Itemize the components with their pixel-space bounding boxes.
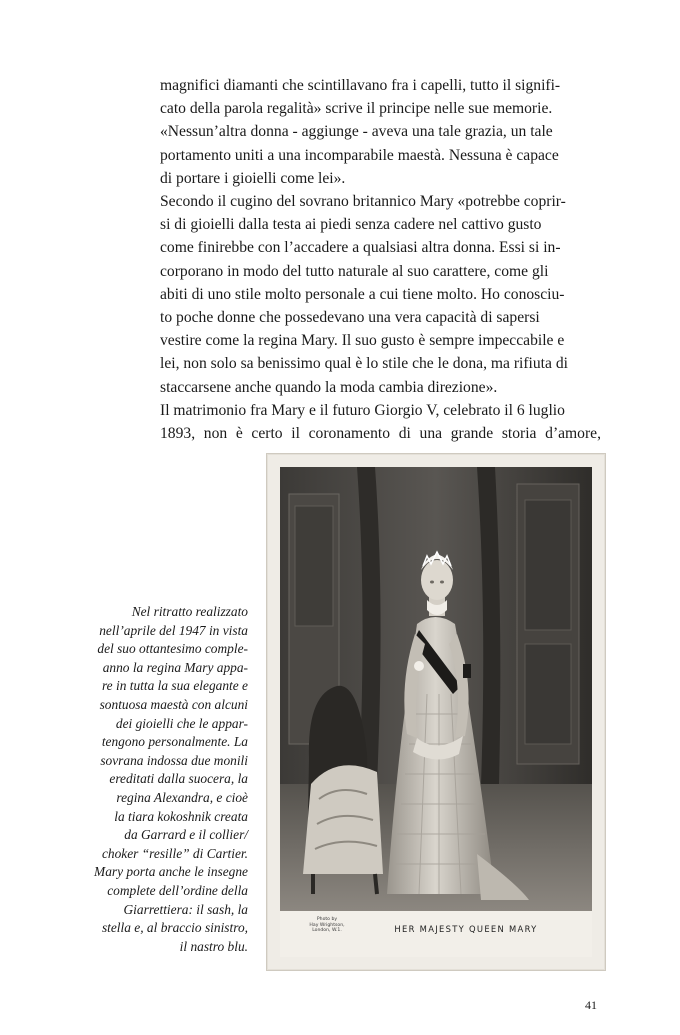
page-number: 41 [585,998,597,1012]
photo-title: HER MAJESTY QUEEN MARY [394,924,538,934]
caption-line: nell’aprile del 1947 in vista [99,622,248,638]
caption-line: stella e, al braccio sinistro, [101,920,248,936]
text-line: staccarsene anche quando la moda cambia direzione». [160,378,498,396]
caption-line: Nel ritratto realizzato [131,604,248,619]
text-line: Secondo il cugino del sovrano britannico Mary «potrebbe coprir- [160,193,566,211]
caption-line: il nastro blu. [179,938,248,954]
text-line: Il matrimonio fra Mary e il futuro Giorgio V, celebrato il 6 luglio [160,401,565,419]
caption-line: da Garrard e il collier/ [124,827,248,843]
caption-line: Mary porta anche le insegne [94,864,248,880]
text-line: vestire come la regina Mary. Il suo gusto è sempre impeccabile e [160,332,565,350]
text-line: magnifici diamanti che scintillavano fra i capelli, tutto il signifi- [160,77,561,94]
text-line: 1893, non è certo il coronamento di una grande storia d’amore, [160,425,601,443]
portrait-image [267,454,605,970]
text-line: di portare i gioielli come lei». [160,169,346,187]
text-line: come finirebbe con l’accadere a qualsiasi altra donna. Essi si in- [160,239,561,257]
caption-line: la tiara kokoshnik creata [114,808,248,824]
text-line: «Nessun’altra donna - aggiunge - aveva una tale grazia, un tale [160,123,553,141]
caption-line: del suo ottantesimo comple- [97,641,248,657]
text-line: portamento uniti a una incomparabile maestà. Nessuna è capace [160,146,559,164]
caption-line: dei gioielli che le appar- [115,715,248,731]
caption-line: ereditati dalla suocera, la [109,771,248,787]
caption-line: sovrana indossa due monili [100,752,248,768]
photo-caption [56,603,248,956]
photo-credit [307,917,347,934]
caption-line: re in tutta la sua elegante e [101,678,248,694]
photo-credit-line: Hay Wrightson, [309,922,345,928]
text-line: to poche donne che possedevano una vera capacità di sapersi [160,309,540,327]
text-line: si di gioielli dalla testa ai piedi senza cadere nel cattivo gusto [160,216,542,234]
caption-line: anno la regina Mary appa- [102,659,248,675]
caption-line: Giarrettiera: il sash, la [123,901,248,917]
text-line: lei, non solo sa benissimo qual è lo stile che le dona, ma rifiuta di [160,355,568,373]
caption-line: tengono personalmente. La [101,734,248,750]
caption-line: choker “resille” di Cartier. [101,845,248,861]
text-line: corporano in modo del tutto naturale al suo carattere, come gli [160,262,549,280]
photo-credit-line: Photo by [316,917,338,922]
queen-mary-portrait-photo [266,453,606,971]
text-line: abiti di uno stile molto personale a cui tiene molto. Ho conosciu- [160,285,565,303]
caption-line: regina Alexandra, e cioè [116,789,248,805]
caption-line: complete dell’ordine della [107,882,248,898]
text-line: cato della parola regalità» scrive il principe nelle sue memorie. [160,100,553,118]
body-text [160,74,601,445]
caption-line: sontuosa maestà con alcuni [99,696,248,712]
photo-credit-line: London, W.1. [312,928,342,934]
